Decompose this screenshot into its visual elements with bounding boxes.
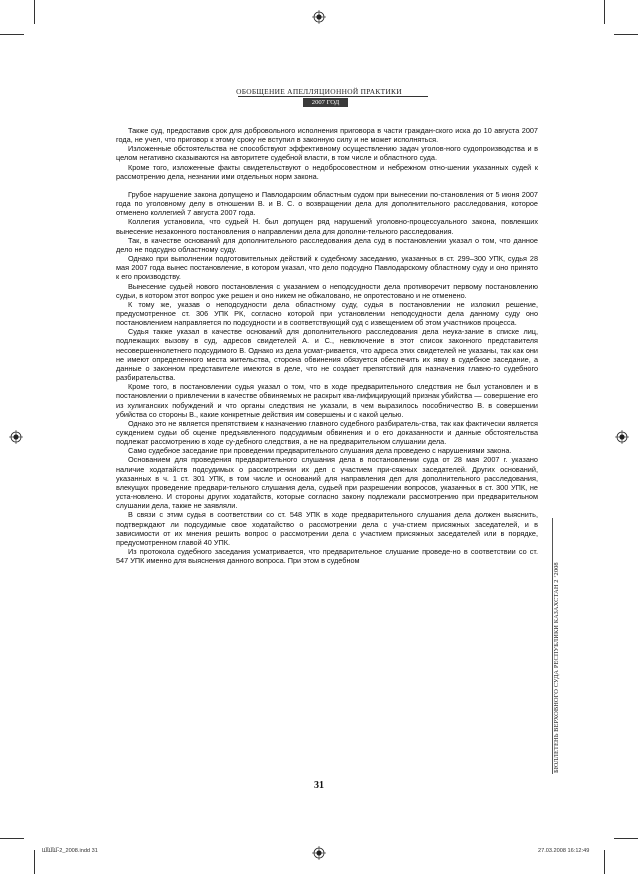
crop-mark: [604, 850, 605, 874]
crop-mark: [614, 34, 638, 35]
paragraph: Грубое нарушение закона допущено и Павлодарским областным судом при вынесении по-становления от 5 июня 2007 года по уголовному делу в отношении В. и В. С. о возвращении дела для дополнительного расследования, которое отменено коллегией 7 августа 2007 года.: [116, 189, 538, 218]
paragraph: Однако при выполнении подготовительных действий к судебному заседанию, указанных в ст. 299–300 УПК, судья 28 мая 2007 года вынес постановление, в котором указал, что дело подсудно Павлодарскому областному суду и оно принято к его производству.: [116, 254, 538, 282]
paragraph: Коллегия установила, что судьей Н. был допущен ряд нарушений уголовно-процессуального закона, повлекших вынесение незаконного постановления о направлении дела для дополни-тельного расследования.: [116, 217, 538, 236]
paragraph: Вынесение судьей нового постановления с указанием о неподсудности дела противоречит первому постановлению судьи, в котором этот вопрос уже решен и оно никем не обжаловано, не опротестовано и не отменено.: [116, 281, 538, 300]
paragraph: Изложенные обстоятельства не способствуют эффективному осуществлению задач уголов-ного судопроизводства и в целом негативно сказываются на авторитете судебной власти, в том числе и областного суда.: [116, 144, 538, 163]
paragraph: Из протокола судебного заседания усматривается, что предварительное слушание проведе-но в соответствии со ст. 547 УПК именно для выяснения данного вопроса. При этом в судебном: [116, 547, 538, 566]
registration-mark-icon: [312, 10, 326, 24]
running-header-title: ОБОБЩЕНИЕ АПЕЛЛЯЦИОННОЙ ПРАКТИКИ: [236, 87, 402, 96]
header-rule: [238, 96, 428, 97]
crop-mark: [604, 0, 605, 24]
paragraph: В связи с этим судья в соответствии со ст. 548 УПК в ходе предварительного слушания дела должен выяснить, подтверждают ли подсудимые свое ходатайство о рассмотрении дела с уча-стием присяжных заседателей, и в зависимости от их мнения решить вопрос о рассмотрении дела с участием присяжных заседателей или в порядке, предусмотренном главой 40 УПК.: [116, 510, 538, 547]
crop-mark: [614, 838, 638, 839]
side-caption-text: БЮЛЛЕТЕНЬ ВЕРХОВНОГО СУДА РЕСПУБЛИКИ КАЗАХСТАН 2 ‘2008: [553, 562, 560, 773]
header-year-badge: 2007 ГОД: [303, 98, 348, 107]
crop-mark: [0, 838, 24, 839]
paragraph: Кроме того, изложенные факты свидетельствуют о недобросовестном и небрежном отно-шении указанных судей к рассмотрению дела, незнании ими отдельных норм закона.: [116, 162, 538, 181]
crop-mark: [0, 34, 24, 35]
paragraph: Судья также указал в качестве оснований для дополнительного расследования дела неука-зание в списке лиц, подлежащих вызову в суд, адресов свидетелей А. и С., невключение в этот список законного представителя несовершеннолетнего подсудимого В. Однако из дела усмат-ривается, что адреса этих свидетелей не указаны, так как они не имеют определенного места жительства, сторона обвинения обязуется обеспечить их явку в судебное заседание, а данные о законном представителе имеются в деле, что не создает препятствий для назначения главно-го судебного разбирательства.: [116, 327, 538, 383]
slug-date: 27.03.2008 16:12:49: [538, 848, 590, 854]
registration-mark-icon: [312, 846, 326, 860]
paragraph: Основанием для проведения предварительного слушания дела в постановлении суда от 28 мая 2007 г. указано наличие ходатайств подсудимых о рассмотрении их дел с участием при-сяжных заседателей. Других оснований, указанных в ч. 1 ст. 301 УПК, в том числе и оснований для направления дел для дополнительного расследования, влекущих проведение предвари-тельного слушания дела, судьей при разрешении вопросов, указанных в ст. 300 УПК, не уста-новлено. И стороны других ходатайств, которые согласно закону подлежали рассмотрению при предварительном слушании дела, также не заявляли.: [116, 455, 538, 511]
paragraph: Также суд, предоставив срок для добровольного исполнения приговора в части граждан-ского иска до 10 августа 2007 года, не учел, что приговор к этому сроку не вступил в законную силу и не может исполняться.: [116, 126, 538, 145]
paragraph: Однако это не является препятствием к назначению главного судебного разбиратель-ства, так как фактически является суждением судьи об оценке предъявленного подсудимым обвинения и о его доказанности и данные обстоятельства подлежат рассмотрению в ходе су-дебного следствия, а не на предварительном слушании дела.: [116, 418, 538, 447]
paragraph: К тому же, указав о неподсудности дела областному суду, судья в постановлении не изложил решение, предусмотренное ст. 306 УПК РК, согласно которой при установлении неподсудности дела данному суду оно постановлением направляется по подсудности и в соответствующий суд с извещением об этом участников процесса.: [116, 299, 538, 328]
paragraph: Так, в качестве оснований для дополнительного расследования дела суд в постановлении указал о том, что данное дело не подсудно областному суду.: [116, 235, 538, 254]
paragraph: Кроме того, в постановлении судья указал о том, что в ходе предварительного следствия не был установлен и в постановлении о привлечении в качестве обвиняемых не раскрыт ква-лифицирующий признак убийства — совершение его из хулиганских побуждений и что органы следствия не указали, в чем выразилось пособничество В. в совершении убийства со стороны В., какие конкретные действия им совершены и с какой целью.: [116, 382, 538, 419]
crop-mark: [34, 850, 35, 874]
article-body: [116, 126, 538, 565]
page-number: 31: [314, 780, 324, 791]
crop-mark: [34, 0, 35, 24]
registration-mark-icon: [9, 430, 23, 444]
paragraph: Само судебное заседание при проведении предварительного слушания дела проведено с нарушениями закона.: [128, 446, 512, 456]
slug-file-name: Ш̅Ш̅Ш̅-2_2008.indd 31: [42, 848, 98, 854]
registration-mark-icon: [615, 430, 629, 444]
